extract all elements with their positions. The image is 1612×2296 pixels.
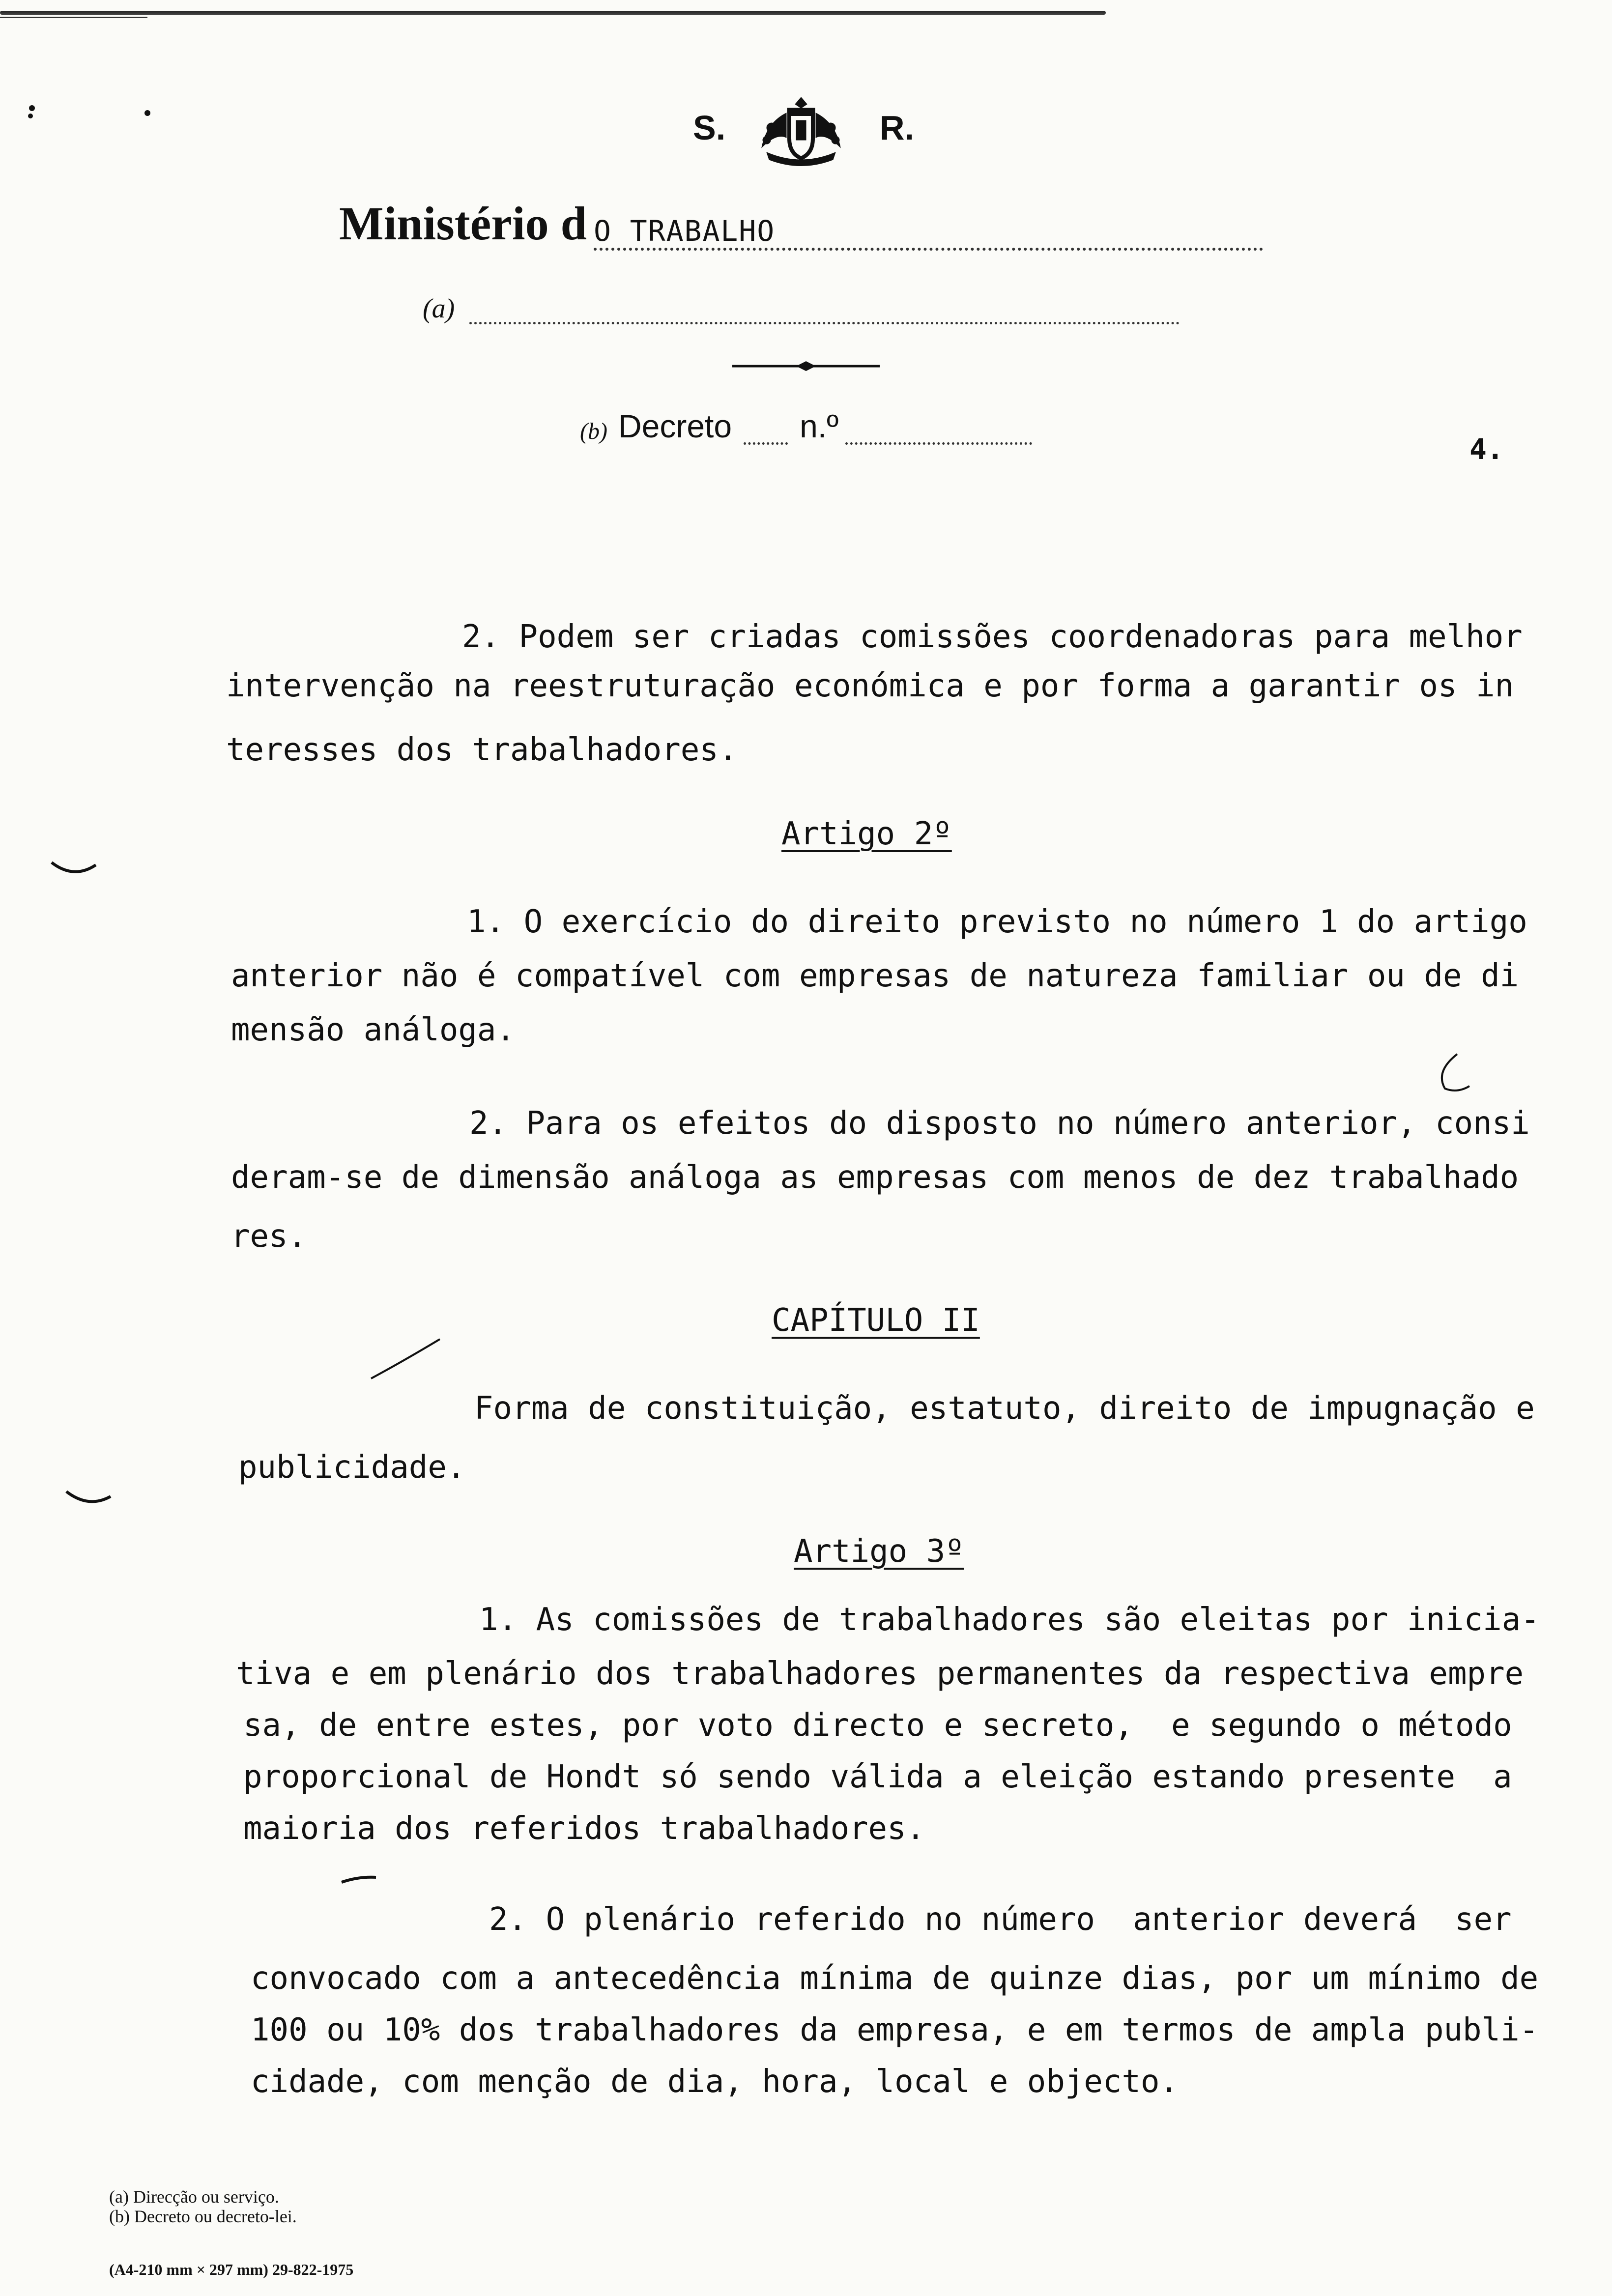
service-line [423, 290, 1180, 324]
paragraph: teresses dos trabalhadores. [226, 732, 738, 768]
capitulo-heading: CAPÍTULO II [772, 1302, 980, 1339]
paragraph: 100 ou 10% dos trabalhadores da empresa, e em termos de ampla publi- [251, 2012, 1539, 2048]
margin-mark [64, 1484, 113, 1514]
margin-mark [49, 855, 98, 885]
decree-number-label: n.º [800, 408, 839, 444]
pen-stroke-mark [339, 1872, 378, 1887]
top-rule-thin [0, 17, 147, 18]
coat-of-arms-icon [752, 93, 850, 167]
artigo-heading: Artigo 2º [781, 816, 952, 852]
paragraph: sa, de entre estes, por voto directo e secreto, e segundo o método [243, 1707, 1512, 1744]
paragraph: convocado com a antecedência mínima de quinze dias, por um mínimo de [251, 1960, 1539, 1997]
paragraph: maioria dos referidos trabalhadores. [243, 1810, 925, 1847]
sr-left: S. [693, 109, 726, 147]
paragraph: proporcional de Hondt só sendo válida a eleição estando presente a [243, 1759, 1512, 1795]
paragraph: mensão análoga. [231, 1012, 515, 1048]
decree-label: Decreto [618, 408, 732, 444]
service-line-label: (a) [423, 293, 455, 324]
decree-type-fill [744, 421, 788, 445]
paragraph: publicidade. [238, 1449, 466, 1486]
paragraph: 2. Para os efeitos do disposto no número anterior, consi [469, 1105, 1530, 1142]
paragraph: 2. O plenário referido no número anterior deverá ser [489, 1901, 1512, 1938]
artigo-heading: Artigo 3º [794, 1533, 964, 1570]
service-line-fill [469, 302, 1180, 324]
ministry-value: O TRABALHO [593, 214, 776, 248]
corner-dots [25, 98, 152, 128]
top-rule [0, 11, 1106, 15]
decree-tag: (b) [580, 418, 607, 444]
footnote-b: (b) Decreto ou decreto-lei. [109, 2207, 297, 2226]
ministry-fill [594, 208, 1263, 251]
paragraph: anterior não é compatível com empresas de natureza familiar ou de di [231, 958, 1519, 994]
paragraph: 1. As comissões de trabalhadores são eleitas por inicia- [479, 1602, 1540, 1638]
pen-stroke-mark [1430, 1052, 1474, 1096]
decree-number-fill [845, 421, 1032, 445]
page-number: 4. [1469, 432, 1504, 466]
decree-line [580, 401, 1032, 445]
form-code: (A4-210 mm × 297 mm) 29-822-1975 [109, 2261, 354, 2278]
paragraph: Forma de constituição, estatuto, direito de impugnação e [474, 1390, 1535, 1427]
footnotes [109, 2187, 297, 2226]
ornament-divider [732, 356, 880, 376]
paragraph: 2. Podem ser criadas comissões coordenadoras para melhor [462, 619, 1523, 655]
paragraph: deram-se de dimensão análoga as empresas com menos de dez trabalhado [231, 1159, 1519, 1196]
pen-stroke-mark [369, 1337, 442, 1381]
paragraph: intervenção na reestruturação económica e por forma a garantir os in [226, 668, 1514, 704]
footnote-a: (a) Direcção ou serviço. [109, 2187, 279, 2207]
paragraph: res. [231, 1218, 307, 1255]
sr-right: R. [880, 109, 914, 147]
paragraph: 1. O exercício do direito previsto no número 1 do artigo [467, 904, 1527, 940]
paragraph: cidade, com menção de dia, hora, local e objecto. [251, 2064, 1179, 2100]
paragraph: tiva e em plenário dos trabalhadores permanentes da respectiva empre [236, 1656, 1524, 1692]
state-emblem-header [683, 93, 919, 167]
ministry-label: Ministério d [339, 197, 587, 250]
ministry-line [339, 197, 1263, 251]
